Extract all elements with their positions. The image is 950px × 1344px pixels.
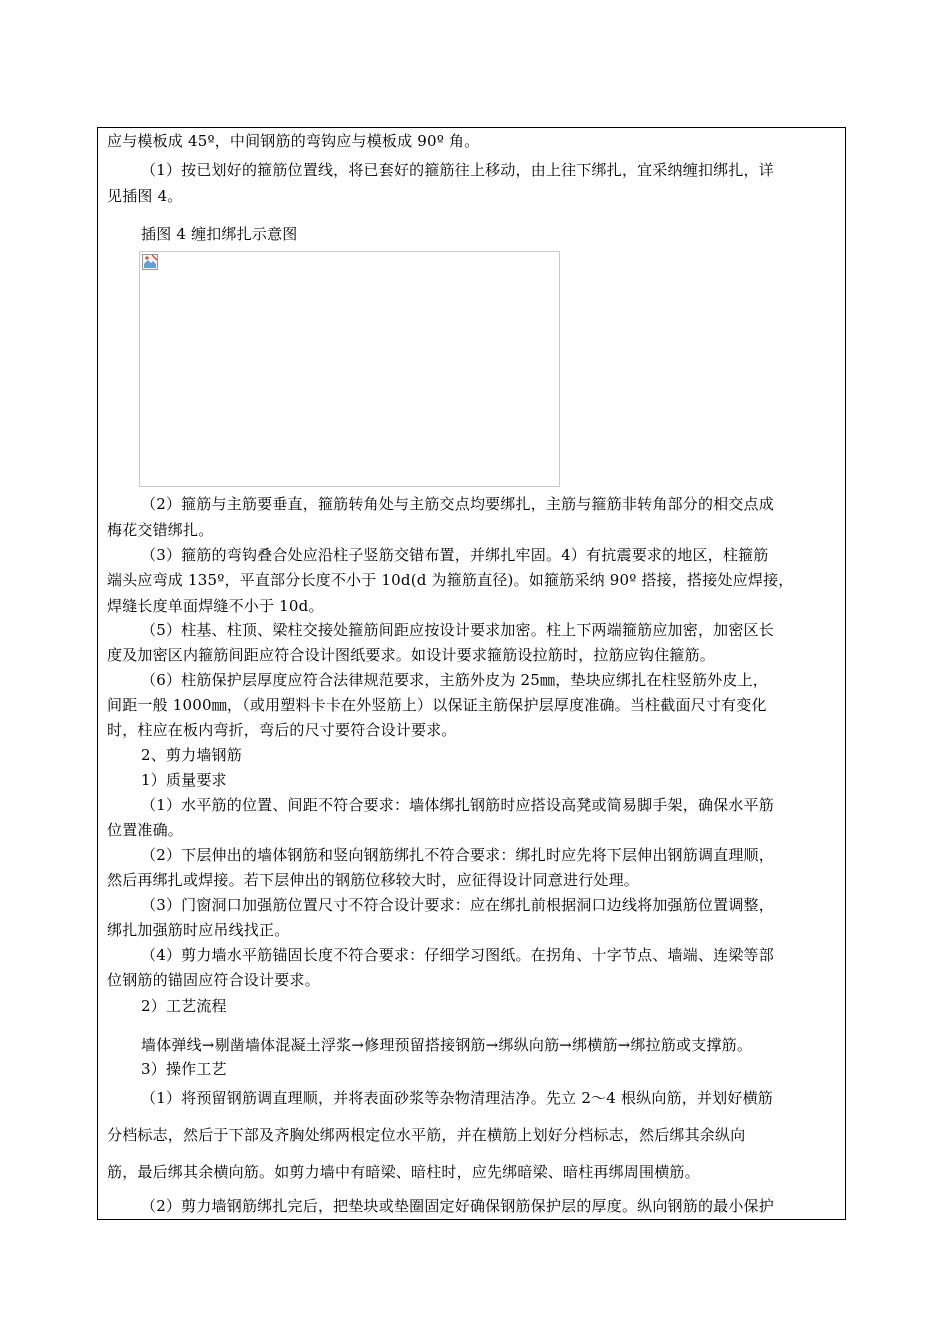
text-line: （5）柱基、柱顶、梁柱交接处箍筋间距应按设计要求加密。柱上下两端箍筋应加密，加密区长 [141,621,774,639]
text-line: 见插图 4。 [107,187,183,205]
text-line: 应与模板成 45º，中间钢筋的弯钩应与模板成 90º 角。 [107,132,480,150]
text-line: 然后再绑扎或焊接。若下层伸出的钢筋位移较大时，应征得设计同意进行处理。 [107,871,640,889]
text-line: （3）门窗洞口加强筋位置尺寸不符合设计要求：应在绑扎前根据洞口边线将加强筋位置调整， [141,896,774,914]
text-line: 位钢筋的锚固应符合设计要求。 [107,971,320,989]
text-line: 焊缝长度单面焊缝不小于 10d。 [107,597,324,615]
text-line: （2）剪力墙钢筋绑扎完后，把垫块或垫圈固定好确保钢筋保护层的厚度。纵向钢筋的最小保护 [141,1197,774,1215]
text-line: 筋，最后绑其余横向筋。如剪力墙中有暗梁、暗柱时，应先绑暗梁、暗柱再绑周围横筋。 [107,1163,700,1181]
subsection-heading: 1）质量要求 [141,771,227,789]
text-line: （1）水平筋的位置、间距不符合要求：墙体绑扎钢筋时应搭设高凳或简易脚手架，确保水平筋 [141,796,774,814]
figure-caption: 插图 4 缠扣绑扎示意图 [141,225,298,243]
text-line: （2）箍筋与主筋要垂直，箍筋转角处与主筋交点均要绑扎，主筋与箍筋非转角部分的相交点成 [141,495,774,513]
text-line: 绑扎加强筋时应吊线找正。 [107,921,290,939]
process-flow-line: 墙体弹线→剔凿墙体混凝土浮浆→修理预留搭接钢筋→绑纵向筋→绑横筋→绑拉筋或支撑筋。 [141,1036,753,1054]
text-line: （3）箍筋的弯钩叠合处应沿柱子竖筋交错布置，并绑扎牢固。4）有抗震要求的地区，柱箍筋 [141,546,769,564]
text-line: 分档标志，然后于下部及齐胸处绑两根定位水平筋，并在横筋上划好分档标志，然后绑其余纵向 [107,1126,746,1144]
text-line: 端头应弯成 135º，平直部分长度不小于 10d(d 为箍筋直径)。如箍筋采纳 90º 搭接，搭接处应焊接， [107,571,794,589]
broken-image-icon [142,254,158,270]
text-line: 梅花交错绑扎。 [107,521,214,539]
text-line: （4）剪力墙水平筋锚固长度不符合要求：仔细学习图纸。在拐角、十字节点、墙端、连梁等部 [141,946,774,964]
figure-image-placeholder [139,251,560,487]
text-line: （2）下层伸出的墙体钢筋和竖向钢筋绑扎不符合要求：绑扎时应先将下层伸出钢筋调直理顺， [141,846,774,864]
text-line: （1）按已划好的箍筋位置线，将已套好的箍筋往上移动，由上往下绑扎，宜采纳缠扣绑扎，详 [141,161,774,179]
text-line: （1）将预留钢筋调直理顺，并将表面砂浆等杂物清理洁净。先立 2～4 根纵向筋，并划好横筋 [141,1089,773,1107]
text-line: 时，柱应在板内弯折，弯后的尺寸要符合设计要求。 [107,721,457,739]
text-line: （6）柱筋保护层厚度应符合法律规范要求，主筋外皮为 25㎜，垫块应绑扎在柱竖筋外皮上， [141,671,769,689]
subsection-heading: 3）操作工艺 [141,1060,227,1078]
subsection-heading: 2）工艺流程 [141,997,227,1015]
text-line: 位置准确。 [107,821,184,839]
text-line: 度及加密区内箍筋间距应符合设计图纸要求。如设计要求箍筋设拉筋时，拉筋应钩住箍筋。 [107,646,716,664]
section-heading: 2、剪力墙钢筋 [141,746,242,764]
text-line: 间距一般 1000㎜，（或用塑料卡卡在外竖筋上）以保证主筋保护层厚度准确。当柱截面尺寸有变化 [107,696,767,714]
